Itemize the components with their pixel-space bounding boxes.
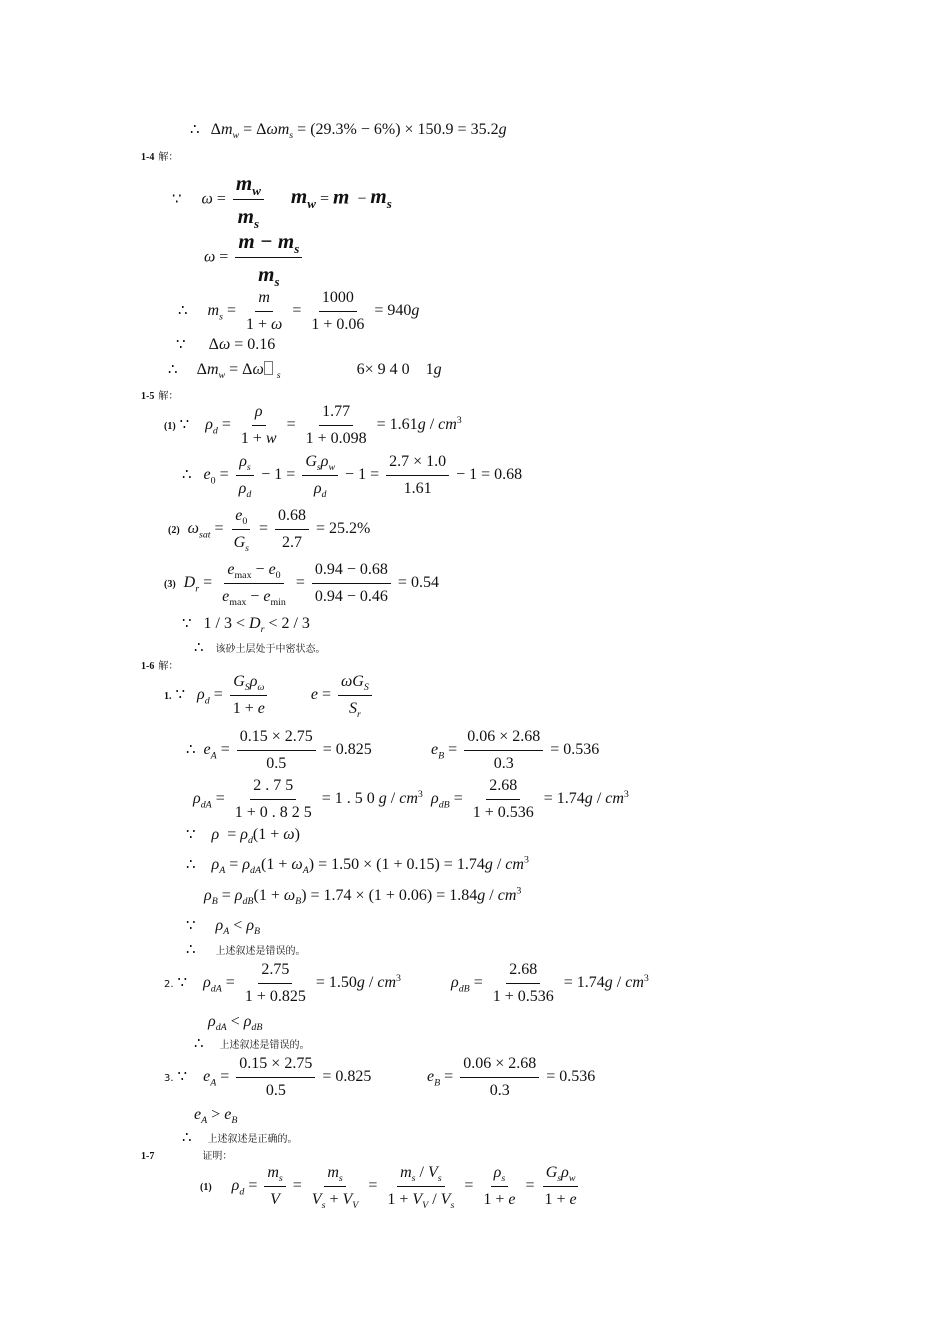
- because-symbol: ∵: [177, 975, 188, 992]
- therefore-symbol: ∴: [168, 362, 178, 378]
- value-text: 1 / 3 <: [203, 615, 246, 632]
- section-heading-1-6: [141, 657, 178, 673]
- section-number: 1-6: [141, 661, 155, 672]
- numerator: 2.75: [258, 960, 292, 984]
- equation-part2-rho-dB: $\rho_{dB}$ = $\frac{2.68}{1 + 0.536}$ = $1.74g / cm^3$: [451, 961, 649, 1005]
- section-number: 1-7: [141, 1151, 155, 1162]
- part-label: 2.: [164, 979, 174, 991]
- equation-dr: (3) $D_r$ = $\frac{e_{max} - e_0}{e_{max} - e_{min}}$ = $\frac{0.94 - 0.68}{0.94 - 0.46}$ = 0.54: [164, 561, 439, 609]
- conclusion-wrong-1: [186, 942, 306, 958]
- denominator: 2.7: [282, 534, 303, 551]
- equation-delta-mw: ∴ $\Delta m_w = \Delta\omega m_s = (29.3\% - 6\%) \times 150.9 = 35.2g$: [190, 121, 507, 142]
- numerator: 1.77: [319, 402, 353, 426]
- equation-rho-B: $\rho_B = \rho_{dB}(1 + \omega_B) = 1.74 \times (1 + 0.06) = 1.84g / cm^3$: [204, 885, 522, 908]
- therefore-symbol: ∴: [182, 1130, 192, 1146]
- conclusion-dense: [194, 640, 326, 656]
- numerator: 0.94 − 0.68: [312, 560, 391, 584]
- value-text: = 0.16: [234, 336, 276, 353]
- equation-rho-A: ∴ $\rho_A = \rho_{dA}(1 + \omega_A) = 1.50 \times (1 + 0.15) = 1.74g / cm^3$: [186, 854, 529, 877]
- numerator: 2.7 × 1.0: [386, 452, 449, 476]
- value-text: = 0.825: [322, 741, 372, 759]
- value-text: 1: [425, 361, 434, 378]
- equation-part2-rho: 2. ∵ $\rho_{dA}$ = $\frac{2.75}{1 + 0.825}$ = $1.50g / cm^3$: [164, 961, 401, 1005]
- conclusion-text: 该砂土层处于中密状态。: [215, 644, 326, 655]
- denominator: 1 + 0.536: [492, 988, 554, 1005]
- equation-eB: $e_B$ = $\frac{0.06 \times 2.68}{0.3}$ = 0.536: [431, 728, 600, 772]
- section-heading-1-4: [141, 148, 178, 164]
- part-label: 3.: [164, 1073, 174, 1085]
- numerator: 2 . 7 5: [250, 776, 296, 800]
- part-label: (1): [164, 421, 176, 433]
- value-text: = 0.825: [322, 1068, 372, 1086]
- part-label: 1.: [164, 691, 172, 703]
- value-text: < 2 / 3: [268, 615, 310, 632]
- numerator: 2.68: [506, 960, 540, 984]
- therefore-symbol: ∴: [194, 640, 204, 656]
- part-label: (3): [164, 579, 176, 591]
- therefore-symbol: ∴: [186, 742, 196, 759]
- because-symbol: ∵: [179, 417, 190, 434]
- solve-word: 解：: [158, 391, 179, 402]
- numerator: 0.68: [275, 506, 309, 530]
- equation-rho-d-e-def: 1. ∵ $\rho_d$ = $\frac{G_S\rho_\omega}{1 + e}$ e = $\frac{\omega G_S}{S_r}$: [164, 672, 375, 719]
- denominator: 0.5: [266, 755, 287, 772]
- value-text: = 1 . 5 0: [321, 790, 375, 808]
- denominator: 0.94 − 0.46: [314, 588, 388, 605]
- because-symbol: ∵: [172, 191, 182, 208]
- equation-delta-mw-result: ∴ $\Delta m_w = \Delta\omega$ $_s$ 6× 9 4 0 1g: [168, 361, 442, 382]
- therefore-symbol: ∴: [178, 303, 188, 320]
- numerator: 0.06 × 2.68: [464, 727, 543, 751]
- part-label: (1): [200, 1182, 212, 1194]
- equation-proof-rho-d: (1) $\rho_d$ = $\frac{m_s}{V}$ = $\frac{m_s}{V_s + V_V}$ = $\frac{m_s / V_s}{1 + V_V / V_s}$ = $\frac{\rho_s}{1 + e}$ = $\frac{G_s\rho_w}{1 + e}$: [200, 1164, 577, 1212]
- value-text: = 0.536: [546, 1068, 596, 1086]
- because-symbol: ∵: [182, 616, 192, 632]
- section-number: 1-4: [141, 152, 155, 163]
- equation-dr-range: ∵ $1 / 3 < D_r < 2 / 3$: [182, 615, 310, 636]
- equation-eA-gt-eB: $e_A > e_B$: [194, 1106, 238, 1127]
- prove-word: 证明：: [202, 1151, 233, 1162]
- equation-rhoA-lt-rhoB: ∵ $\rho_A < \rho_B$: [186, 917, 261, 938]
- equation-rho-d: (1) ∵ $\rho_d$ = $\frac{\rho}{1 + w}$ = $\frac{1.77}{1 + 0.098}$ = $1.61g / cm^3$: [164, 403, 462, 447]
- because-symbol: ∵: [175, 687, 186, 704]
- solve-word: 解：: [158, 661, 179, 672]
- conclusion-right: [182, 1130, 298, 1146]
- value-text: = 1.50: [315, 974, 357, 992]
- numerator: 1000: [319, 288, 357, 312]
- missing-glyph-box: [264, 361, 273, 375]
- denominator: 0.3: [493, 755, 514, 772]
- value-text: = 25.2%: [316, 520, 371, 538]
- value-text: = 0.54: [397, 574, 439, 592]
- equation-omega-mass: ω = $\frac{m - m_s}{m_s}$: [204, 228, 305, 288]
- value-text: 6: [356, 361, 365, 378]
- therefore-symbol: ∴: [190, 122, 200, 138]
- equation-delta-omega: ∵ Δω = 0.16: [176, 336, 276, 353]
- equation-omega-sat: (2) $\omega_{sat}$ = $\frac{e_0}{G_s}$ = $\frac{0.68}{2.7}$ = 25.2%: [168, 507, 371, 555]
- because-symbol: ∵: [186, 827, 196, 843]
- numerator: 0.15 × 2.75: [236, 1054, 315, 1078]
- therefore-symbol: ∴: [186, 942, 196, 958]
- therefore-symbol: ∴: [194, 1036, 204, 1052]
- conclusion-text: 上述叙述是错误的。: [215, 946, 306, 957]
- therefore-symbol: ∴: [182, 467, 192, 484]
- conclusion-text: 上述叙述是错误的。: [219, 1040, 310, 1051]
- denominator: 0.3: [489, 1082, 510, 1099]
- denominator: 1 + 0 . 8 2 5: [234, 804, 312, 821]
- therefore-symbol: ∴: [186, 857, 196, 873]
- conclusion-wrong-2: [194, 1036, 310, 1052]
- value-text: = 0.536: [550, 741, 600, 759]
- equation-rho-dA: $\rho_{dA}$ = $\frac{2 . 7 5}{1 + 0 . 8 2 5}$ = 1 . 5 0 g / $cm^3$: [193, 777, 423, 821]
- because-symbol: ∵: [186, 918, 196, 934]
- value-text: = 1.74: [563, 974, 605, 992]
- value-text: = 940: [374, 302, 412, 320]
- value-text: (29.3% − 6%) × 150.9 = 35.2: [310, 121, 499, 138]
- denominator: 1.61: [403, 480, 432, 497]
- part-label: (2): [168, 525, 180, 537]
- value-text: ) = 1.50 × (1 + 0.15) = 1.74: [308, 856, 485, 873]
- equation-part3-eB: $e_B$ = $\frac{0.06 \times 2.68}{0.3}$ = 0.536: [427, 1055, 596, 1099]
- section-heading-1-7: [141, 1147, 232, 1163]
- solve-word: 解：: [158, 152, 179, 163]
- numerator: 0.15 × 2.75: [237, 727, 316, 751]
- section-heading-1-5: [141, 387, 178, 403]
- denominator: 0.5: [265, 1082, 286, 1099]
- equation-ms: ∴ $m_s$ = $\frac{m}{1 + \omega}$ = $\frac{1000}{1 + 0.06}$ = 940g: [178, 289, 420, 333]
- value-text: − 1 = 0.68: [456, 466, 523, 484]
- because-symbol: ∵: [176, 337, 186, 353]
- numerator: 0.06 × 2.68: [460, 1054, 539, 1078]
- equation-rho-dA-lt-dB: $\rho_{dA} < \rho_{dB}$: [208, 1013, 263, 1034]
- denominator: 1 + 0.098: [305, 430, 367, 447]
- denominator: 1 + 0.825: [244, 988, 306, 1005]
- equation-omega-def: ∵ ω = $\frac{m_w}{m_s}$ $m_w = m - m_s$: [172, 171, 392, 232]
- equation-rho-relation: ∵ $\rho = \rho_d(1 + \omega)$: [186, 826, 300, 847]
- value-text: × 9 4 0: [364, 361, 410, 378]
- denominator: 1 + 0.536: [472, 804, 534, 821]
- conclusion-text: 上述叙述是正确的。: [207, 1134, 298, 1145]
- equation-eA: ∴ $e_A$ = $\frac{0.15 \times 2.75}{0.5}$ = 0.825: [186, 728, 372, 772]
- value-text: = 1.74: [543, 790, 585, 808]
- value-text: ) = 1.74 × (1 + 0.06) = 1.84: [301, 887, 478, 904]
- numerator: 2.68: [486, 776, 520, 800]
- equation-part3-eA: 3. ∵ $e_A$ = $\frac{0.15 \times 2.75}{0.5}$ = 0.825: [164, 1055, 372, 1099]
- because-symbol: ∵: [177, 1069, 188, 1086]
- equation-rho-dB: $\rho_{dB}$ = $\frac{2.68}{1 + 0.536}$ = $1.74g / cm^3$: [431, 777, 629, 821]
- denominator: 1 + 0.06: [311, 316, 365, 333]
- value-text: = 1.61: [376, 416, 418, 434]
- section-number: 1-5: [141, 391, 155, 402]
- equation-e0: ∴ $e_0$ = $\frac{\rho_s}{\rho_d}$ − 1 = $\frac{G_s\rho_w}{\rho_d}$ − 1 = $\frac{2.7 \times 1.0}{1.61}$ − 1 = 0.68: [182, 453, 523, 501]
